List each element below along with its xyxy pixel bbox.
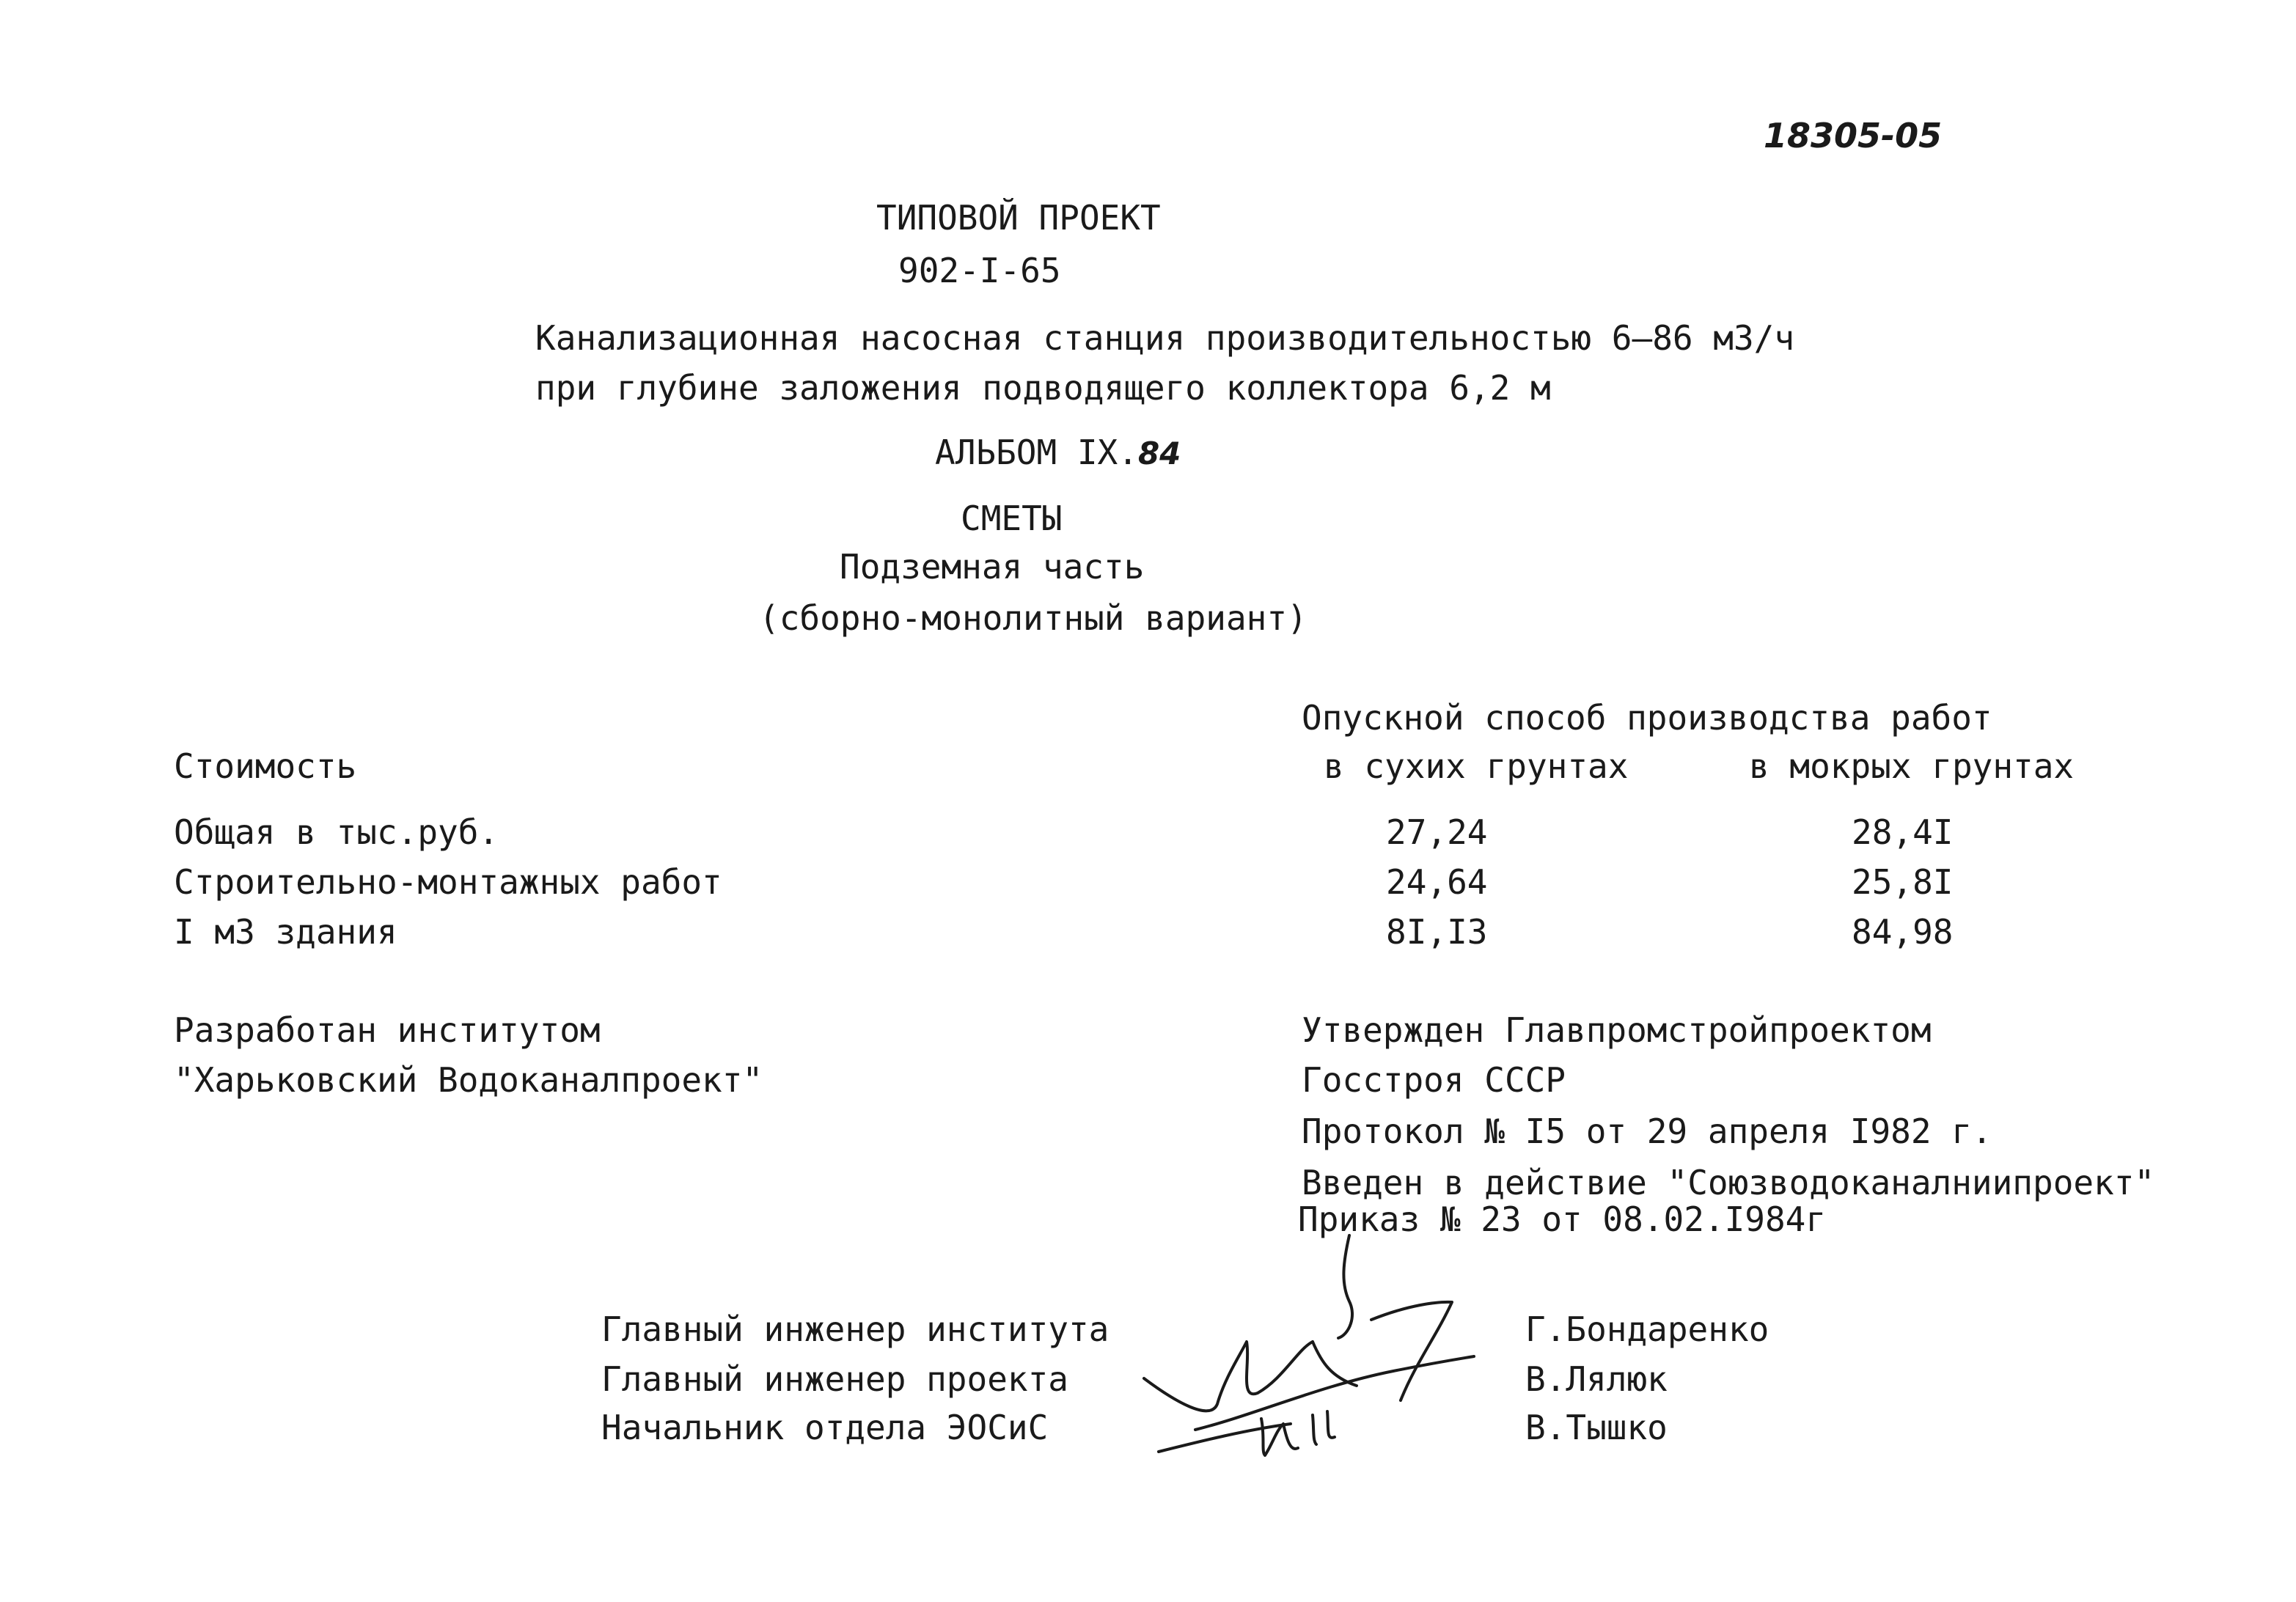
subsection-heading: Подземная часть (840, 547, 1145, 587)
project-code: 902-I-65 (898, 251, 1061, 290)
cost-row-dry: 8I,I3 (1386, 912, 1488, 952)
cost-row-label: I м3 здания (174, 912, 397, 952)
order-line: Приказ № 23 от 08.02.I984г (1298, 1199, 1827, 1239)
album-label: АЛЬБОМ IX. (935, 433, 1138, 472)
cost-column-label: Стоимость (174, 746, 357, 786)
signatory-role: Главный инженер института (601, 1309, 1110, 1349)
cost-row-wet: 84,98 (1852, 912, 1954, 952)
album-heading (935, 433, 1181, 472)
approval-line: Утвержден Главпромстройпроектом (1302, 1010, 1932, 1050)
cost-row-wet: 25,8I (1852, 862, 1954, 902)
wet-soil-column-header: в мокрых грунтах (1749, 746, 2075, 786)
signature-scribble (1129, 1232, 1481, 1474)
cost-row-label: Строительно-монтажных работ (174, 862, 722, 902)
project-type-heading: ТИПОВОЙ ПРОЕКТ (876, 198, 1161, 238)
signatory-role: Главный инженер проекта (601, 1359, 1068, 1399)
project-title-line1: Канализационная насосная станция производительностью 6–86 м3/ч (535, 318, 1795, 358)
project-title-line2: при глубине заложения подводящего коллектора 6,2 м (535, 368, 1551, 408)
cost-row-dry: 24,64 (1386, 862, 1488, 902)
method-header: Опускной способ производства работ (1302, 698, 1992, 738)
developer-institute: "Харьковский Водоканалпроект" (174, 1060, 763, 1100)
protocol-line: Протокол № I5 от 29 апреля I982 г. (1302, 1112, 1992, 1151)
signatory-name: В.Тышко (1525, 1408, 1668, 1447)
cost-row-label: Общая в тыс.руб. (174, 812, 499, 852)
signatory-name: Г.Бондаренко (1525, 1309, 1769, 1349)
cost-row-dry: 27,24 (1386, 812, 1488, 852)
document-number: 18305-05 (1764, 116, 1943, 155)
enactment-line: Введен в действие "Союзводоканалниипроект" (1302, 1163, 2155, 1202)
album-number: 84 (1137, 436, 1181, 471)
approval-line: Госстроя СССР (1302, 1060, 1566, 1100)
section-heading: СМЕТЫ (961, 499, 1063, 538)
cost-row-wet: 28,4I (1852, 812, 1954, 852)
developer-label: Разработан институтом (174, 1010, 601, 1050)
signatory-role: Начальник отдела ЭОСиС (601, 1408, 1049, 1447)
variant-heading: (сборно-монолитный вариант) (759, 598, 1307, 638)
signatory-name: В.Лялюк (1525, 1359, 1668, 1399)
dry-soil-column-header: в сухих грунтах (1324, 746, 1629, 786)
